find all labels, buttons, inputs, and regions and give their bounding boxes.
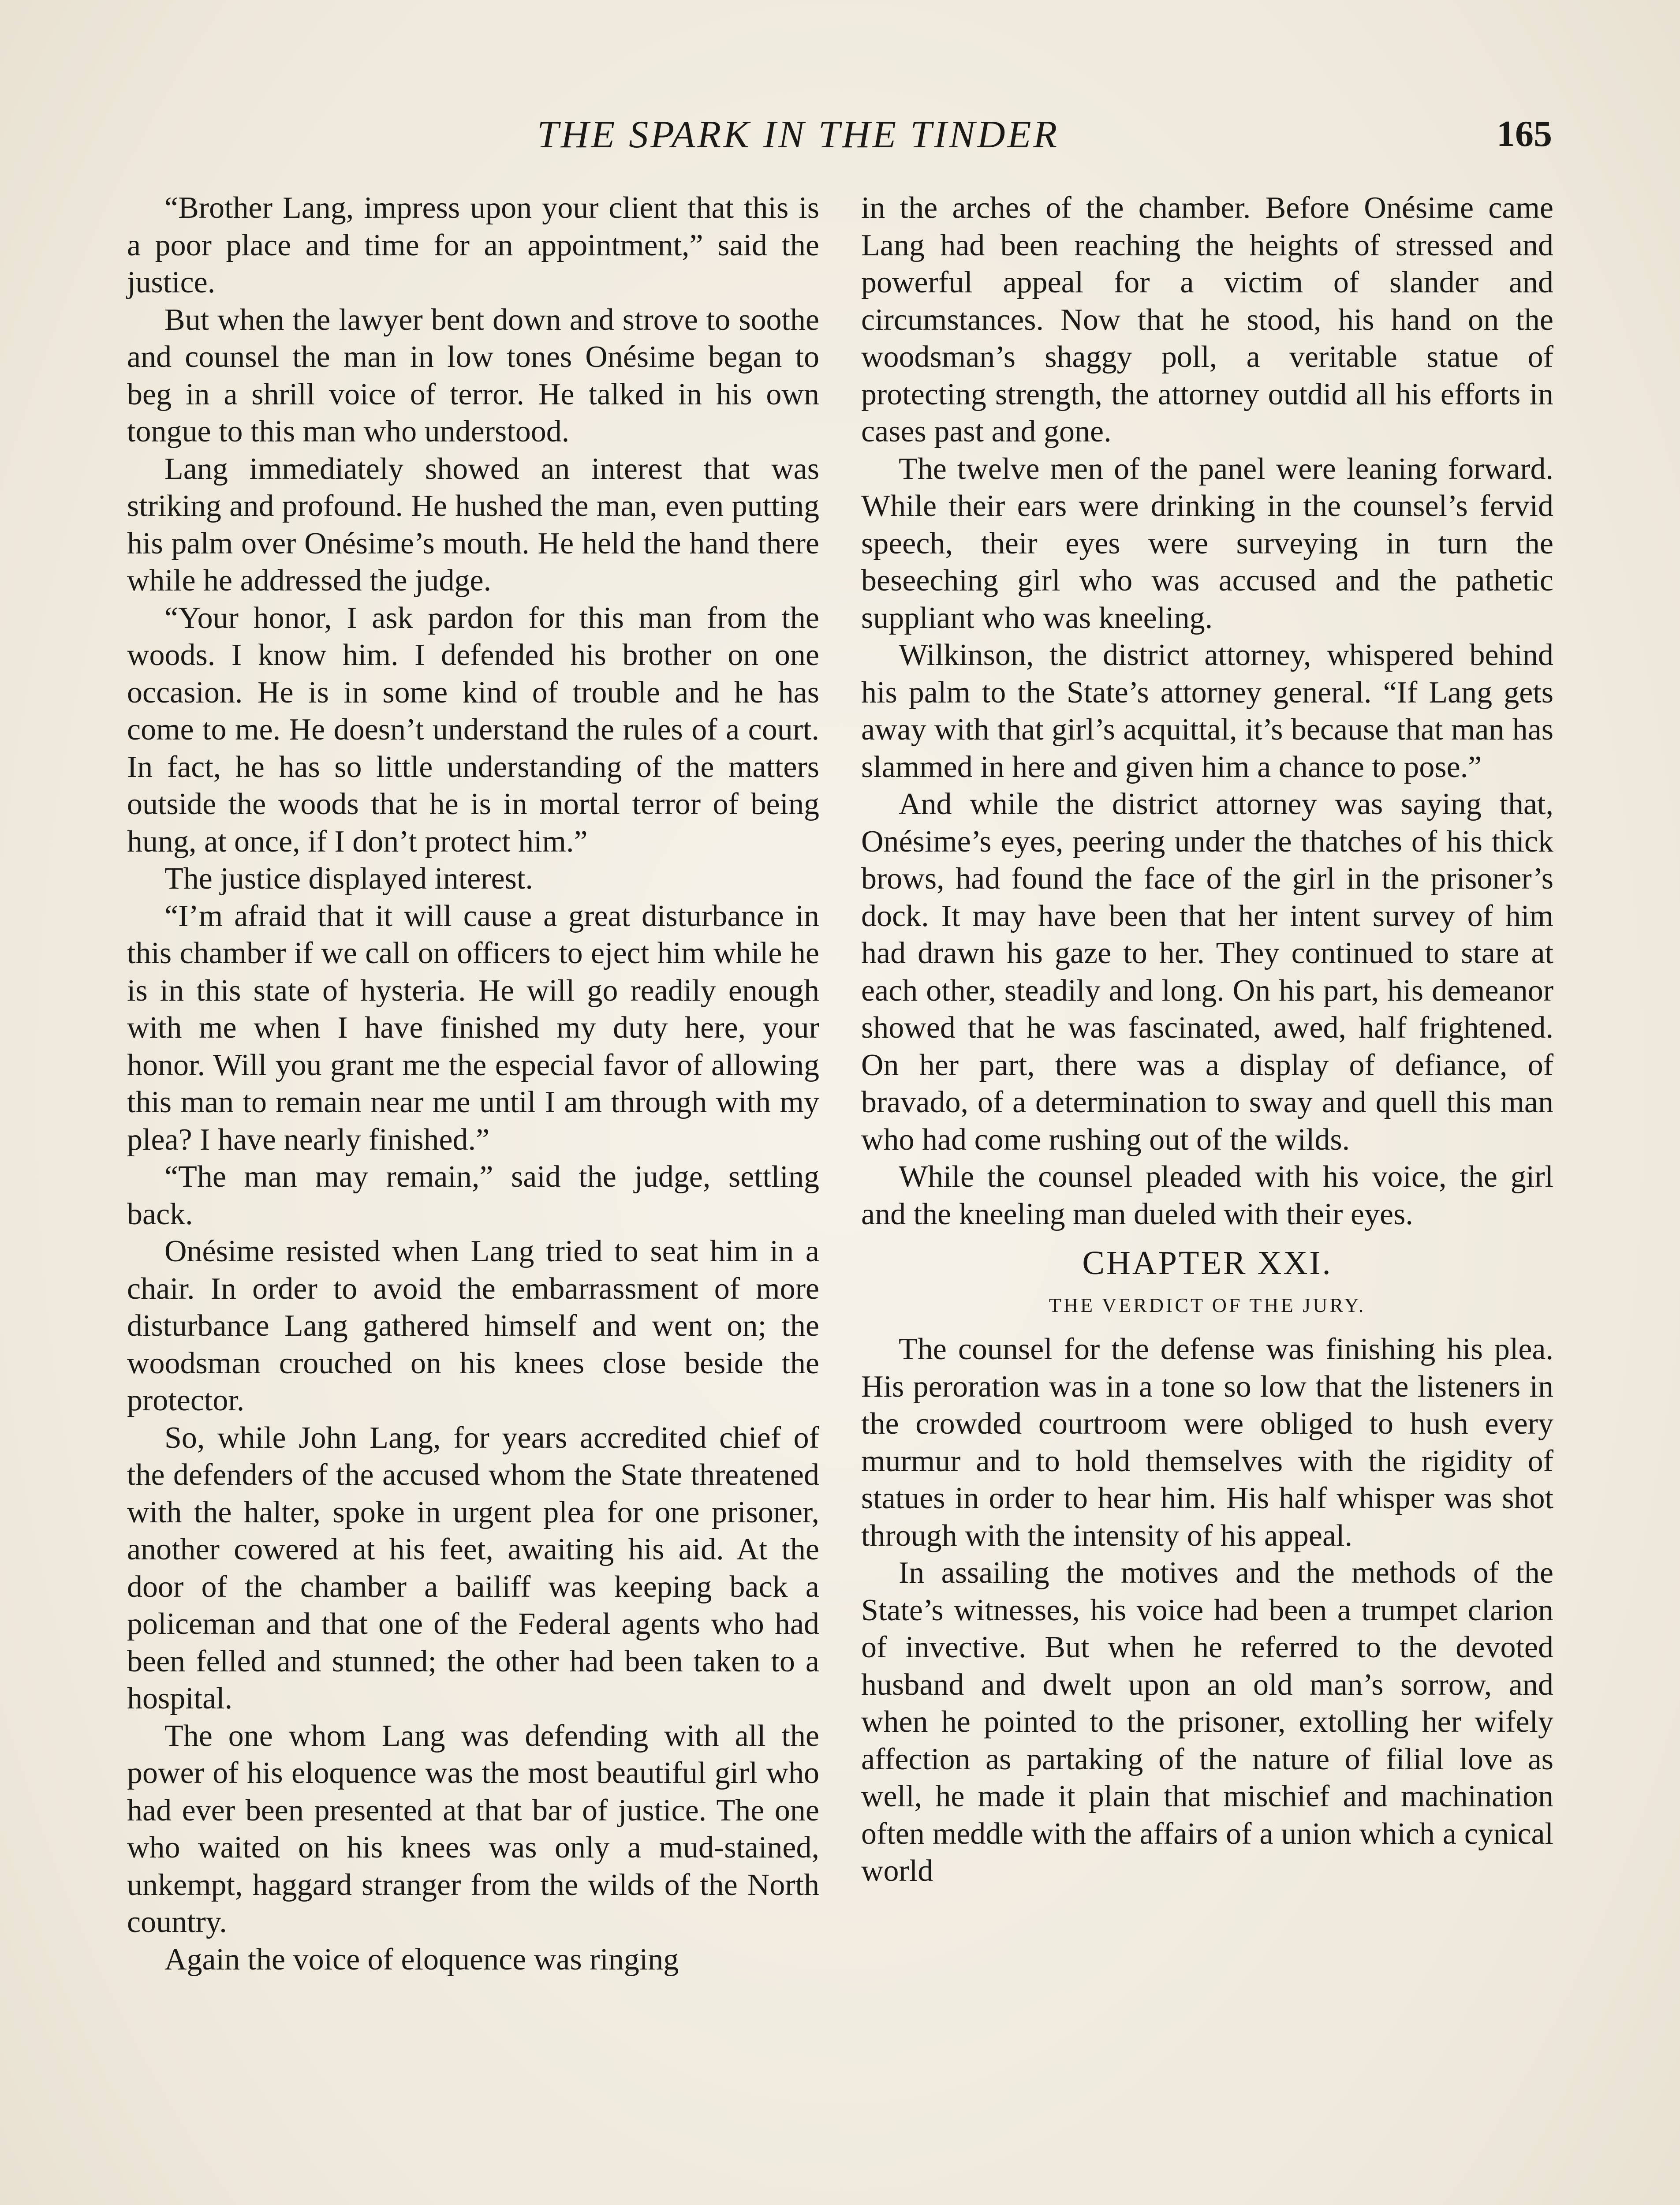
paragraph: But when the lawyer bent down and strove to soothe and counsel the man in low tones Onésime began to beg in a shrill voice of terror. He talked in his own tongue to this man who understood.	[127, 303, 819, 448]
paragraph: The twelve men of the panel were leaning forward. While their ears were drinking in the counsel’s fervid speech, their eyes were surveying in turn the beseeching girl who was accused and the pathetic suppliant who was kneeling.	[861, 452, 1553, 635]
paragraph: So, while John Lang, for years accredited chief of the defenders of the accused whom the State threatened with the halter, spoke in urgent plea for one prisoner, another cowered at his feet, awaiting his aid. At the door of the chamber a bailiff was keeping back a policeman and that one of the Federal agents who had been felled and stunned; the other had been taken to a hospital.	[127, 1420, 819, 1715]
paragraph: Again the voice of eloquence was ringing	[164, 1942, 679, 1977]
paragraph: Lang immediately showed an interest that was striking and profound. He hushed the man, even putting his palm over Onésime’s mouth. He held the hand there while he addressed the judge.	[127, 452, 819, 598]
page-number: 165	[1497, 113, 1552, 154]
paragraph: The counsel for the defense was finishing his plea. His peroration was in a tone so low that the listeners in the crowded courtroom were obliged to hush every murmur and to hold themselves with the rigidity of statues in order to hear him. His half whisper was shot through with the intensity of his appeal.	[861, 1332, 1553, 1553]
paragraph: Onésime resisted when Lang tried to seat him in a chair. In order to avoid the embarrassment of more disturbance Lang gathered himself and went on; the woodsman crouched on his knees close beside the protector.	[127, 1234, 819, 1417]
running-header	[0, 112, 1680, 161]
paragraph: Wilkinson, the district attorney, whispered behind his palm to the State’s attorney general. “If Lang gets away with that girl’s acquittal, it’s because that man has slammed in here and given him a chance to pose.”	[861, 638, 1553, 784]
left-column	[127, 190, 819, 1978]
running-title: THE SPARK IN THE TINDER	[537, 113, 1060, 156]
chapter-subtitle: THE VERDICT OF THE JURY.	[1049, 1294, 1366, 1316]
paragraph: The one whom Lang was defending with all the power of his eloquence was the most beautiful girl who had ever been presented at that bar of justice. The one who waited on his knees was only a mud-stained, unkempt, haggard stranger from the wilds of the North country.	[127, 1719, 819, 1939]
right-column	[861, 190, 1553, 1890]
paragraph: In assailing the motives and the methods of the State’s witnesses, his voice had been a trumpet clarion of invective. But when he referred to the devoted husband and dwelt upon an old man’s sorrow, and when he pointed to the prisoner, extolling her wifely affection as partaking of the nature of filial love as well, he made it plain that mischief and machination often meddle with the affairs of a union which a cynical world	[861, 1556, 1553, 1888]
paragraph: “Brother Lang, impress upon your client that this is a poor place and time for an appointment,” said the justice.	[127, 191, 819, 299]
paragraph: “I’m afraid that it will cause a great disturbance in this chamber if we call on officers to eject him while he is in this state of hysteria. He will go readily enough with me when I have finished my duty here, your honor. Will you grant me the especial favor of allowing this man to remain near me until I am through with my plea? I have nearly finished.”	[127, 899, 819, 1157]
chapter-heading: CHAPTER XXI.	[1082, 1245, 1333, 1282]
paragraph: “Your honor, I ask pardon for this man from the woods. I know him. I defended his brother on one occasion. He is in some kind of trouble and he has come to me. He doesn’t understand the rules of a court. In fact, he has so little understanding of the matters outside the woods that he is in mortal terror of being hung, at once, if I don’t protect him.”	[127, 601, 819, 859]
continued-paragraph: in the arches of the chamber. Before Onésime came Lang had been reaching the heights of stressed and powerful appeal for a victim of slander and circumstances. Now that he stood, his hand on the woodsman’s shaggy poll, a veritable statue of protecting strength, the attorney outdid all his efforts in cases past and gone.	[861, 191, 1553, 448]
paragraph: And while the district attorney was saying that, Onésime’s eyes, peering under the thatches of his thick brows, had found the face of the girl in the prisoner’s dock. It may have been that her intent survey of him had drawn his gaze to her. They continued to stare at each other, steadily and long. On his part, his demeanor showed that he was fascinated, awed, half frightened. On her part, there was a display of defiance, of bravado, of a determination to sway and quell this man who had come rushing out of the wilds.	[861, 787, 1553, 1157]
paragraph: “The man may remain,” said the judge, settling back.	[127, 1160, 819, 1231]
paragraph: The justice displayed interest.	[164, 862, 533, 896]
paragraph: While the counsel pleaded with his voice, the girl and the kneeling man dueled with their eyes.	[861, 1160, 1553, 1231]
